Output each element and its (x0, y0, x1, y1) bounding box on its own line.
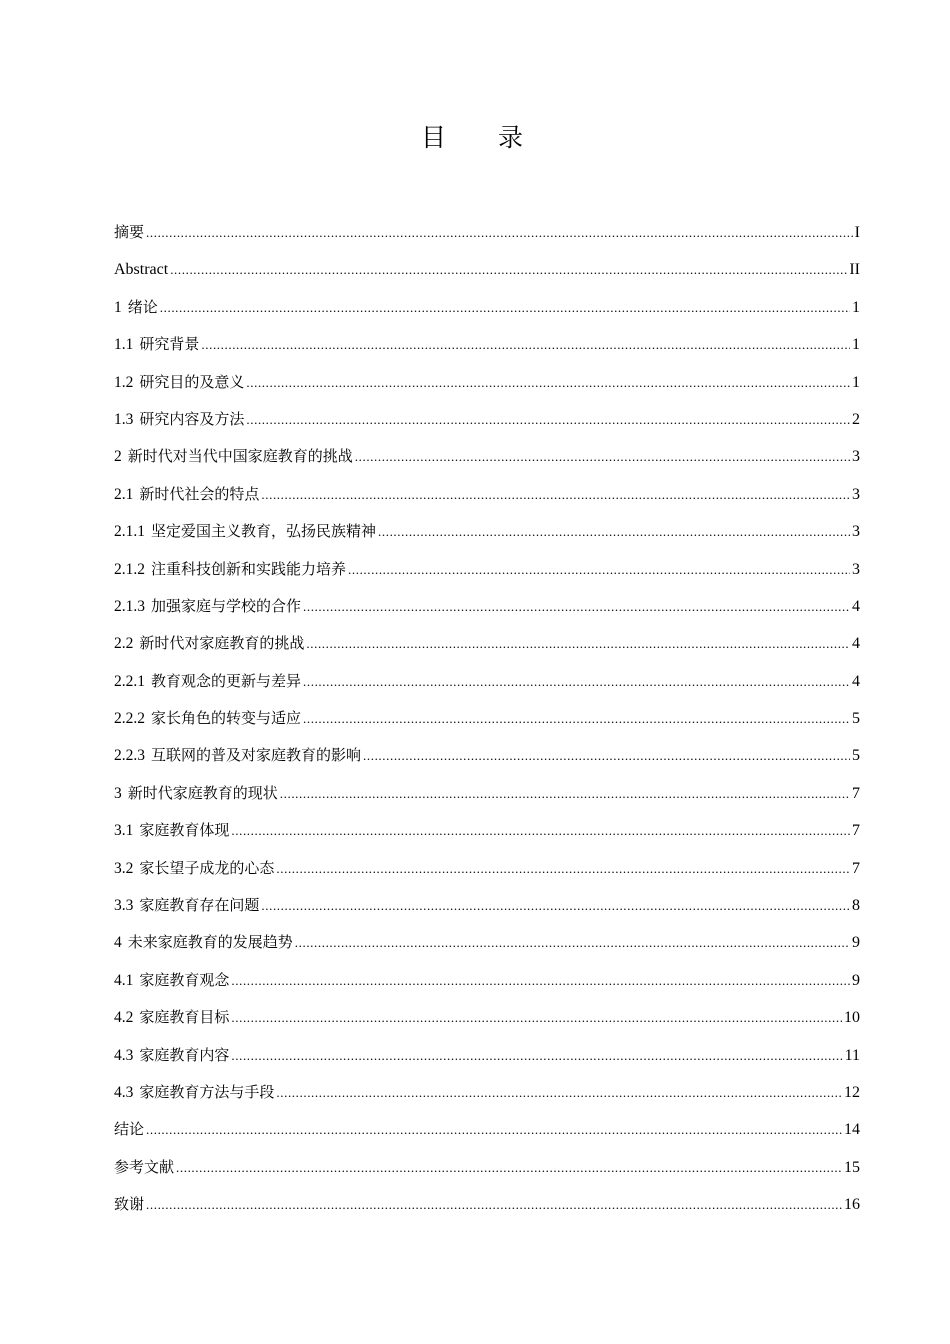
toc-entry[interactable] (114, 1186, 860, 1223)
toc-entry-text: 家庭教育方法与手段 (139, 1082, 275, 1101)
toc-entry-number: 2.1.1 (114, 523, 145, 541)
toc-leader-dots (280, 775, 850, 812)
toc-leader-dots (303, 663, 850, 700)
toc-entry[interactable] (114, 588, 860, 625)
toc-entry-text: 家庭教育体现 (139, 821, 230, 840)
toc-leader-dots (231, 812, 850, 849)
toc-entry-page: 4 (852, 672, 860, 690)
toc-entry[interactable] (114, 214, 860, 251)
toc-leader-dots (231, 962, 850, 999)
toc-entry-page: 9 (852, 934, 860, 952)
toc-leader-dots (348, 551, 850, 588)
toc-entry-page: I (854, 224, 860, 241)
toc-entry[interactable] (114, 812, 860, 849)
toc-entry-page: 1 (852, 373, 860, 391)
toc-entry[interactable] (114, 289, 860, 326)
toc-entry-text: 坚定爱国主义教育，弘扬民族精神 (151, 522, 377, 541)
toc-entry-page: 2 (852, 410, 860, 428)
toc-entry-page: 5 (852, 747, 860, 765)
toc-entry-page: 12 (844, 1083, 860, 1101)
toc-entry-number: 4.2 (114, 1009, 134, 1027)
toc-leader-dots (355, 438, 850, 475)
toc-leader-dots (170, 251, 847, 288)
toc-entry[interactable] (114, 663, 860, 700)
toc-entry[interactable] (114, 251, 860, 288)
toc-entry-text: 参考文献 (114, 1157, 175, 1176)
toc-leader-dots (231, 999, 842, 1036)
toc-entry[interactable] (114, 476, 860, 513)
toc-entry[interactable] (114, 1111, 860, 1148)
toc-entry-page: 1 (852, 298, 860, 316)
toc-leader-dots (160, 289, 850, 326)
toc-entry-text: 研究背景 (139, 335, 200, 354)
toc-entry-page: 3 (852, 448, 860, 466)
toc-leader-dots (276, 1074, 842, 1111)
toc-entry-number: 1.3 (114, 410, 134, 428)
toc-entry-page: 1 (852, 336, 860, 354)
toc-entry-text: 新时代对家庭教育的挑战 (139, 634, 305, 653)
toc-entry-text: Abstract (114, 261, 169, 279)
toc-entry-number: 2 (114, 448, 122, 466)
toc-leader-dots (176, 1149, 842, 1186)
toc-entry-number: 3 (114, 784, 122, 802)
toc-entry-number: 3.3 (114, 897, 134, 915)
toc-entry-number: 1.2 (114, 373, 134, 391)
toc-entry[interactable] (114, 1037, 860, 1074)
toc-entry-page: II (849, 261, 860, 279)
toc-leader-dots (231, 1037, 842, 1074)
toc-entry-text: 加强家庭与学校的合作 (151, 596, 302, 615)
toc-entry-number: 2.2.2 (114, 710, 145, 728)
toc-entry[interactable] (114, 438, 860, 475)
toc-entry-text: 家长望子成龙的心态 (139, 858, 275, 877)
toc-entry[interactable] (114, 326, 860, 363)
toc-entry-text: 结论 (114, 1120, 145, 1139)
toc-entry-text: 研究内容及方法 (139, 409, 245, 428)
toc-entry-text: 致谢 (114, 1195, 145, 1214)
toc-entry[interactable] (114, 401, 860, 438)
toc-entry-page: 3 (852, 485, 860, 503)
toc-entry[interactable] (114, 962, 860, 999)
toc-entry-number: 2.1.3 (114, 597, 145, 615)
toc-entry-text: 绪论 (127, 297, 158, 316)
toc-entry-number: 4 (114, 934, 122, 952)
toc-entry[interactable] (114, 775, 860, 812)
toc-leader-dots (306, 625, 850, 662)
toc-entry-page: 5 (852, 710, 860, 728)
toc-leader-dots (246, 401, 850, 438)
toc-entry-page: 7 (852, 822, 860, 840)
toc-leader-dots (261, 887, 850, 924)
toc-entry-number: 2.1 (114, 485, 134, 503)
toc-title: 目 录 (421, 123, 545, 152)
toc-entry[interactable] (114, 1149, 860, 1186)
toc-entry-page: 8 (852, 897, 860, 915)
toc-leader-dots (146, 1111, 842, 1148)
toc-entry[interactable] (114, 1074, 860, 1111)
toc-entry-text: 家庭教育内容 (139, 1045, 230, 1064)
toc-leader-dots (201, 326, 850, 363)
toc-entry[interactable] (114, 700, 860, 737)
toc-leader-dots (378, 513, 850, 550)
toc-entry-text: 家庭教育观念 (139, 970, 230, 989)
toc-entry-page: 4 (852, 635, 860, 653)
toc-entry-number: 3.2 (114, 859, 134, 877)
toc-entry-page: 7 (852, 859, 860, 877)
toc-entry-number: 1.1 (114, 336, 134, 354)
toc-entry-page: 14 (844, 1121, 860, 1139)
toc-entry-text: 新时代家庭教育的现状 (127, 783, 278, 802)
toc-entry[interactable] (114, 924, 860, 961)
toc-entry-text: 注重科技创新和实践能力培养 (151, 559, 347, 578)
toc-entry-text: 家庭教育存在问题 (139, 896, 260, 915)
toc-leader-dots (303, 700, 850, 737)
toc-entry-text: 教育观念的更新与差异 (151, 671, 302, 690)
toc-entry[interactable] (114, 364, 860, 401)
toc-entry-text: 家庭教育目标 (139, 1008, 230, 1027)
toc-entry[interactable] (114, 999, 860, 1036)
toc-entry-page: 3 (852, 523, 860, 541)
toc-entry-text: 新时代对当代中国家庭教育的挑战 (127, 447, 353, 466)
toc-leader-dots (276, 850, 850, 887)
toc-leader-dots (146, 214, 853, 251)
toc-entry-page: 10 (844, 1009, 860, 1027)
toc-entry-page: 4 (852, 597, 860, 615)
toc-entry-text: 研究目的及意义 (139, 372, 245, 391)
toc-entry-text: 摘要 (114, 223, 145, 241)
toc-entry-text: 互联网的普及对家庭教育的影响 (151, 746, 362, 765)
toc-entry-number: 4.1 (114, 971, 134, 989)
toc-entry[interactable] (114, 513, 860, 550)
toc-leader-dots (303, 588, 850, 625)
toc-entry-page: 16 (844, 1196, 860, 1214)
toc-entry-page: 7 (852, 784, 860, 802)
toc-entry-text: 新时代社会的特点 (139, 484, 260, 503)
toc-entry[interactable] (114, 887, 860, 924)
toc-entry[interactable] (114, 737, 860, 774)
toc-entry-page: 11 (844, 1046, 860, 1064)
toc-entry-page: 3 (852, 560, 860, 578)
toc-entry[interactable] (114, 850, 860, 887)
toc-entry[interactable] (114, 625, 860, 662)
toc-entry-text: 未来家庭教育的发展趋势 (127, 933, 293, 952)
toc-leader-dots (261, 476, 850, 513)
toc-entry[interactable] (114, 551, 860, 588)
toc-leader-dots (363, 737, 850, 774)
toc-entry-number: 3.1 (114, 822, 134, 840)
toc-leader-dots (246, 364, 850, 401)
toc-entry-number: 2.1.2 (114, 560, 145, 578)
toc-entry-number: 2.2.1 (114, 672, 145, 690)
toc-entry-number: 4.3 (114, 1046, 134, 1064)
toc-entry-page: 9 (852, 971, 860, 989)
toc-entry-number: 4.3 (114, 1083, 134, 1101)
toc-entry-number: 2.2 (114, 635, 134, 653)
toc-list (114, 214, 860, 1224)
toc-entry-number: 2.2.3 (114, 747, 145, 765)
toc-leader-dots (295, 924, 850, 961)
toc-leader-dots (146, 1186, 842, 1223)
toc-entry-text: 家长角色的转变与适应 (151, 709, 302, 728)
toc-entry-page: 15 (844, 1158, 860, 1176)
toc-entry-number: 1 (114, 298, 122, 316)
